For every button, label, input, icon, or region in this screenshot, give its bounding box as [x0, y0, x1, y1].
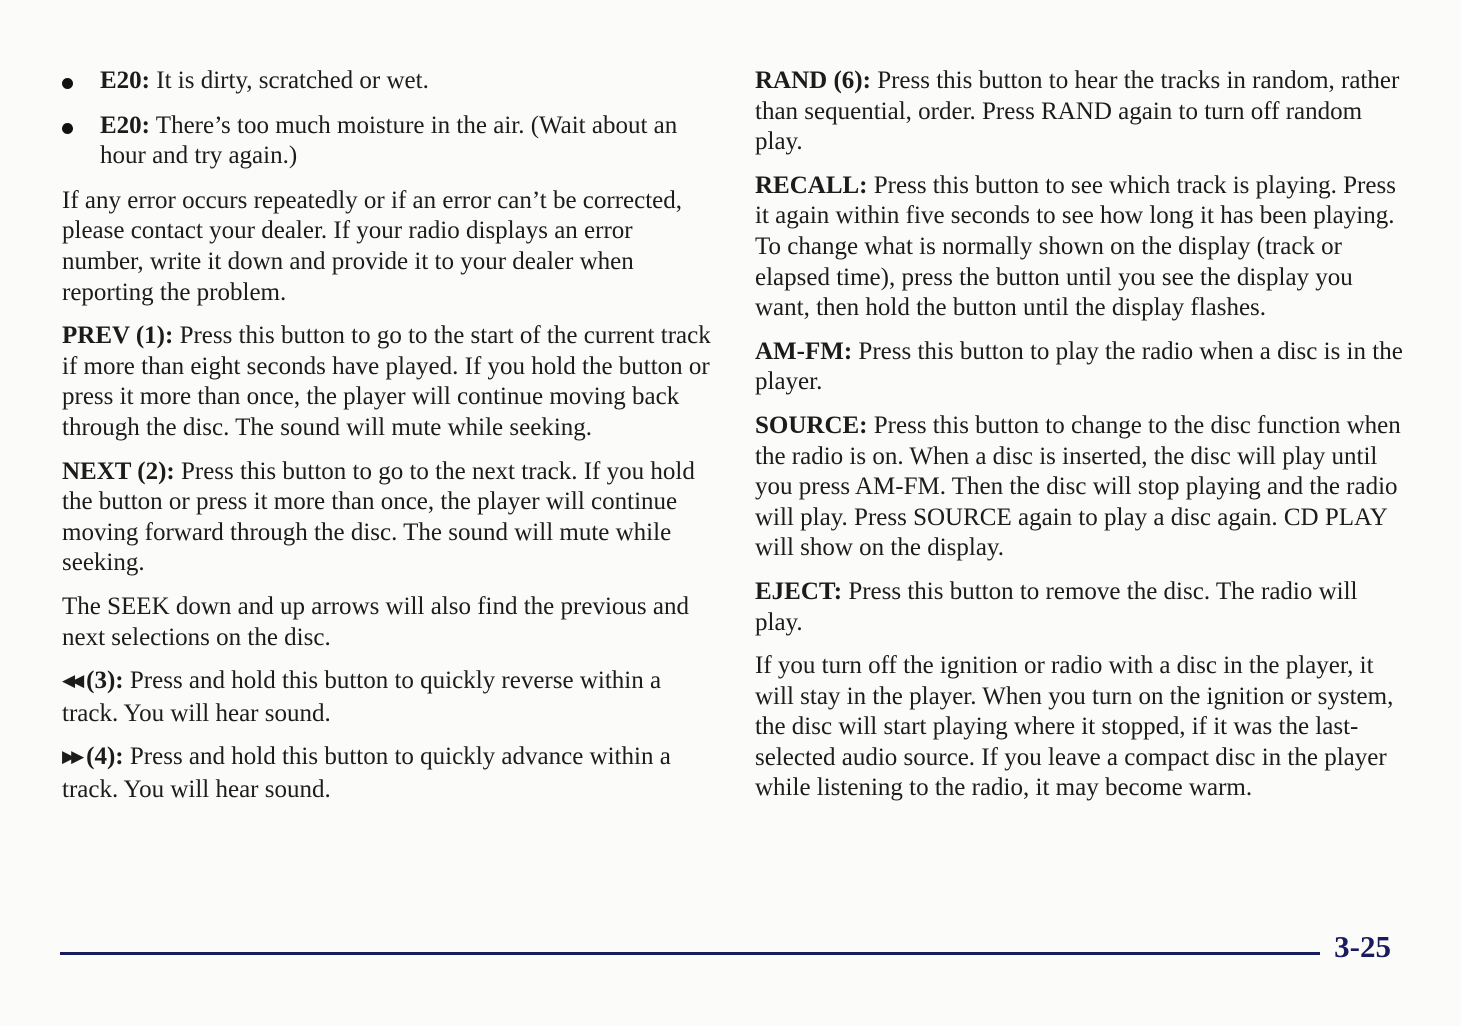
error-code-text: It is dirty, scratched or wet.: [150, 67, 429, 94]
amfm-paragraph: [755, 337, 1405, 398]
next-term: NEXT (2):: [62, 457, 175, 485]
error-code-term: E20:: [100, 67, 150, 94]
rand-term: RAND (6):: [755, 67, 871, 94]
rand-paragraph: [755, 66, 1405, 158]
source-term: SOURCE:: [755, 411, 868, 439]
prev-term: PREV (1):: [62, 322, 174, 350]
bullet-item-e20-moisture: [62, 111, 712, 172]
advance-paragraph: [62, 742, 712, 805]
ignition-paragraph: If you turn off the ignition or radio with a disc in the player, it will stay in the player. When you turn on the ignition or system, the disc will start playing where it stopped, if it was the last-selected audio source. If you leave a compact disc in the player while listening to the radio, it may become warm.: [755, 652, 1394, 802]
seek-paragraph: The SEEK down and up arrows will also find the previous and next selections on the disc.: [62, 592, 689, 651]
next-paragraph: [62, 457, 712, 579]
advance-term: (4):: [86, 743, 124, 771]
reverse-text: Press and hold this button to quickly reverse within a track. You will hear sound.: [62, 667, 662, 727]
left-column: [62, 66, 712, 818]
error-code-text: There’s too much moisture in the air. (Wait about an hour and try again.): [100, 111, 678, 170]
reverse-paragraph: [62, 666, 712, 729]
rand-text: Press this button to hear the tracks in random, rather than sequential, order. Press RAND again to turn off random play.: [755, 67, 1400, 156]
error-paragraph: If any error occurs repeatedly or if an error can’t be corrected, please contact your dealer. If your radio displays an error number, write it down and provide it to your dealer when reporting the problem.: [62, 186, 683, 306]
prev-text: Press this button to go to the start of the current track if more than eight seconds have played. If you hold the button or press it more than once, the player will continue moving back through the disc. The sound will mute while seeking.: [62, 322, 711, 441]
source-text: Press this button to change to the disc function when the radio is on. When a disc is inserted, the disc will play until you press AM-FM. Then the disc will stop playing and the radio will play. Press SOURCE again to play a disc again. CD PLAY will show on the display.: [755, 411, 1401, 562]
bullet-dot-icon: [62, 123, 73, 134]
next-text: Press this button to go to the next track. If you hold the button or press it more than once, the player will continue moving forward through the disc. The sound will mute while seeking.: [62, 457, 695, 577]
amfm-text: Press this button to play the radio when a disc is in the player.: [755, 337, 1403, 396]
rewind-icon: ◀◀: [62, 671, 81, 692]
advance-text: Press and hold this button to quickly advance within a track. You will hear sound.: [62, 743, 671, 803]
eject-term: EJECT:: [755, 577, 843, 605]
error-code-term: E20:: [100, 111, 150, 139]
recall-term: RECALL:: [755, 171, 868, 199]
page-number: 3-25: [1334, 929, 1391, 964]
footer-rule: [60, 952, 1320, 955]
prev-paragraph: [62, 321, 712, 443]
bullet-dot-icon: [62, 78, 73, 89]
recall-text: Press this button to see which track is playing. Press it again within five seconds to see how long it has been playing. To change what is normally shown on the display (track or elapsed time), press the button until you see the display you want, then hold the button until the display flashes.: [755, 171, 1396, 322]
right-column: [755, 66, 1405, 817]
reverse-term: (3):: [86, 667, 124, 695]
source-paragraph: [755, 411, 1405, 564]
recall-paragraph: [755, 171, 1405, 324]
eject-paragraph: [755, 577, 1405, 638]
bullet-item-e20-dirty: [62, 66, 712, 97]
amfm-term: AM-FM:: [755, 337, 853, 365]
eject-text: Press this button to remove the disc. The radio will play.: [755, 577, 1358, 636]
fast-forward-icon: ▶▶: [62, 747, 81, 768]
